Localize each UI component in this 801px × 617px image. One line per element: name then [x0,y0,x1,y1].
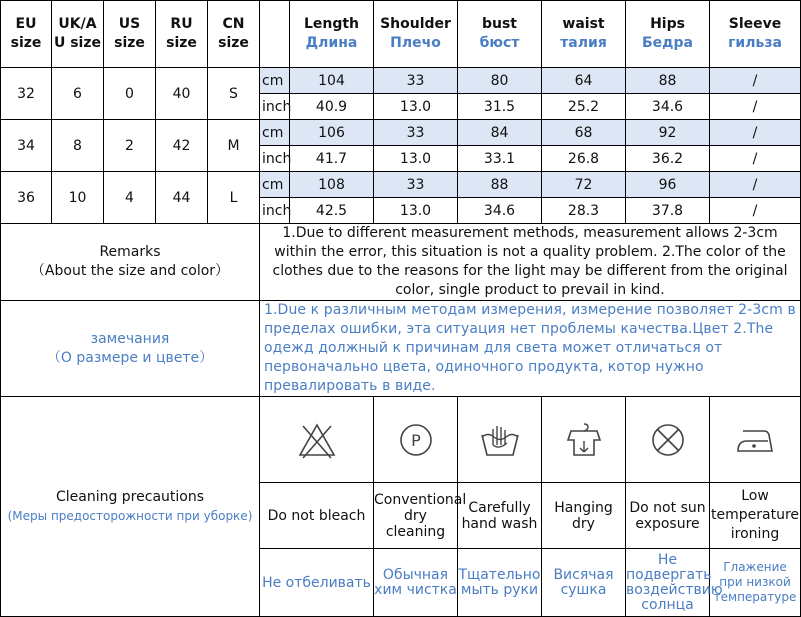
unit-cm: cm [260,68,290,94]
care-text-ru: Тщательно мыть руки [458,549,542,617]
header-waist-ru: талия [560,35,607,51]
low-iron-icon [734,421,776,459]
size-row-cm [1,172,801,198]
cell-hips: 92 [626,120,710,146]
no-sun-cell [626,397,710,483]
cell-length: 42.5 [290,198,374,224]
cell-length: 108 [290,172,374,198]
cell-sleeve: / [710,120,801,146]
size-us: 4 [104,172,156,224]
header-cn: CN size [208,1,260,68]
size-cn: M [208,120,260,172]
size-uka: 6 [52,68,104,120]
hanging-dry-cell [542,397,626,483]
header-length [290,1,374,68]
remarks-label [1,224,260,301]
unit-inch: inch [260,146,290,172]
dry-clean-p-icon [397,421,435,459]
low-iron-cell [710,397,801,483]
size-ru: 40 [156,68,208,120]
cell-waist: 26.8 [542,146,626,172]
header-unit-blank [260,1,290,68]
cell-shoulder: 13.0 [374,146,458,172]
cell-length: 106 [290,120,374,146]
cell-shoulder: 13.0 [374,198,458,224]
size-cn: S [208,68,260,120]
unit-inch: inch [260,94,290,120]
size-eu: 32 [1,68,52,120]
remarks-text-en: 1.Due to different measurement methods, measurement allows 2-3cm within the error, this situation is not a quality problem. 2.The color of the clothes due to the reasons for the light may be different from the original color, single product to prevail in kind. [260,224,801,301]
cell-bust: 88 [458,172,542,198]
hanging-dry-icon [565,421,603,459]
cell-sleeve: / [710,94,801,120]
remarks-label-ru-title: замечания [90,330,170,347]
unit-cm: cm [260,172,290,198]
remarks-ru-row [1,301,801,397]
cell-shoulder: 33 [374,68,458,94]
header-waist [542,1,626,68]
header-uka: UK/A U size [52,1,104,68]
size-eu: 34 [1,120,52,172]
header-hips-en: Hips [650,16,685,32]
care-text-en: Conventional dry cleaning [374,483,458,549]
no-bleach-icon [297,420,337,460]
cell-waist: 64 [542,68,626,94]
header-shoulder [374,1,458,68]
cleaning-label-en: Cleaning precautions [55,489,205,505]
size-cn: L [208,172,260,224]
header-sleeve-ru: гильза [728,35,782,51]
header-length-ru: Длина [305,35,358,51]
care-text-en: Carefully hand wash [458,483,542,549]
care-text-ru: Обычная хим чистка [374,549,458,617]
header-bust-en: bust [481,16,517,32]
cell-sleeve: / [710,198,801,224]
care-text-en: Hanging dry [542,483,626,549]
cell-hips: 88 [626,68,710,94]
header-ru: RU size [156,1,208,68]
header-hips-ru: Бедра [642,35,693,51]
header-length-en: Length [303,16,360,32]
cell-sleeve: / [710,146,801,172]
size-ru: 42 [156,120,208,172]
cleaning-label [1,397,260,617]
svg-text:P: P [410,430,421,450]
cell-shoulder: 13.0 [374,94,458,120]
size-eu: 36 [1,172,52,224]
care-text-ru: Не отбеливать [260,549,374,617]
cell-shoulder: 33 [374,120,458,146]
remarks-label-ru-subtitle: （О размере и цвете） [46,349,214,366]
header-bust-ru: бюст [479,35,520,51]
no-bleach-cell [260,397,374,483]
cell-sleeve: / [710,68,801,94]
remarks-text-ru: 1.Due к различным методам измерения, измерение позволяет 2-3cm в пределах ошибки, эта ситуация нет проблемы качества.Цвет 2.The одежд должный к причинам для света может отличаться от первоначально цвета, одиночного продукта, котор нужно превалировать в виде. [260,301,801,397]
cell-bust: 84 [458,120,542,146]
header-waist-en: waist [562,16,605,32]
header-sleeve-en: Sleeve [728,16,782,32]
cell-bust: 31.5 [458,94,542,120]
size-us: 2 [104,120,156,172]
header-hips [626,1,710,68]
cleaning-label-ru: (Меры предосторожности при уборке) [7,509,253,523]
care-text-en: Do not bleach [260,483,374,549]
remarks-label-title: Remarks [99,244,161,260]
header-eu: EU size [1,1,52,68]
header-row [1,1,801,68]
cleaning-icon-row [1,397,801,483]
cell-hips: 36.2 [626,146,710,172]
size-uka: 10 [52,172,104,224]
size-us: 0 [104,68,156,120]
cell-hips: 96 [626,172,710,198]
size-ru: 44 [156,172,208,224]
care-text-en: Do not sun exposure [626,483,710,549]
header-sleeve [710,1,801,68]
cell-hips: 34.6 [626,94,710,120]
cell-shoulder: 33 [374,172,458,198]
hand-wash-icon [479,421,521,459]
cell-sleeve: / [710,172,801,198]
cell-waist: 68 [542,120,626,146]
header-us: US size [104,1,156,68]
cell-waist: 25.2 [542,94,626,120]
no-sun-icon [649,421,687,459]
header-bust [458,1,542,68]
size-row-cm [1,68,801,94]
remarks-row [1,224,801,301]
care-text-en: Low temperature ironing [710,483,801,549]
remarks-label-ru [1,301,260,397]
header-shoulder-en: Shoulder [380,16,451,32]
size-row-cm [1,120,801,146]
cell-length: 41.7 [290,146,374,172]
cell-length: 104 [290,68,374,94]
cell-bust: 34.6 [458,198,542,224]
remarks-label-subtitle: （About the size and color） [30,263,230,279]
cell-bust: 33.1 [458,146,542,172]
cell-waist: 72 [542,172,626,198]
care-text-ru: Висячая сушка [542,549,626,617]
cell-waist: 28.3 [542,198,626,224]
care-text-ru: Глажение при низкой температуре [710,549,801,617]
hand-wash-cell [458,397,542,483]
unit-inch: inch [260,198,290,224]
unit-cm: cm [260,120,290,146]
dry-clean-cell [374,397,458,483]
care-text-ru: Не подвергать воздействию солнца [626,549,710,617]
size-uka: 8 [52,120,104,172]
cell-bust: 80 [458,68,542,94]
cell-hips: 37.8 [626,198,710,224]
header-shoulder-ru: Плечо [390,35,441,51]
cell-length: 40.9 [290,94,374,120]
